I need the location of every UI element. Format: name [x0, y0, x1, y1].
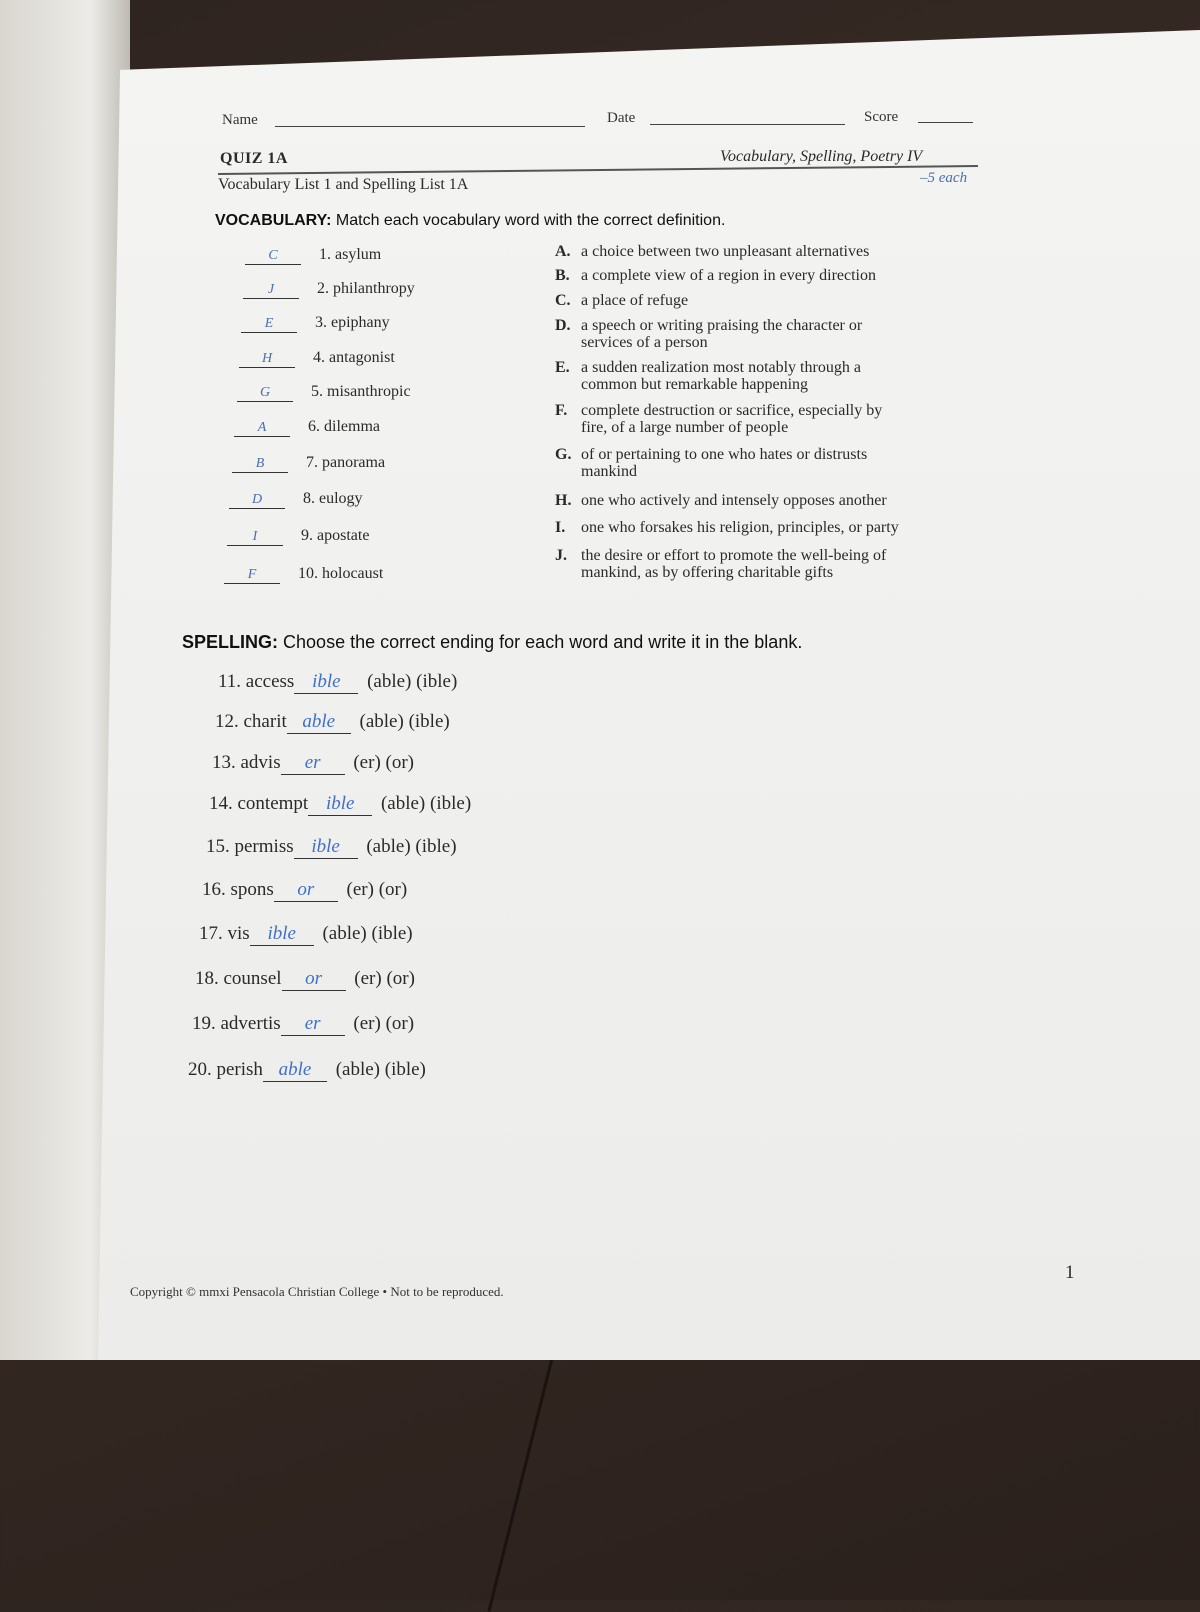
spelling-stem: permiss [234, 836, 294, 857]
spelling-stem: access [245, 671, 295, 692]
definition-text: a choice between two unpleasant alternatives [581, 243, 870, 260]
spelling-stem: charit [243, 711, 287, 732]
definition-text: the desire or effort to promote the well-being of [581, 547, 887, 564]
spelling-number: 16. [202, 879, 226, 900]
spelling-answer-blank[interactable]: ible [250, 923, 314, 946]
spelling-number: 20. [188, 1059, 212, 1080]
spelling-item [215, 711, 450, 734]
vocab-answer-blank[interactable]: D [229, 492, 285, 509]
vocab-number: 5. [311, 383, 323, 400]
spelling-options: (able) (ible) [366, 836, 457, 857]
spelling-answer-blank[interactable]: able [287, 711, 351, 734]
spelling-item [209, 793, 471, 816]
definition-text: one who forsakes his religion, principles, or party [581, 519, 899, 536]
vocab-answer-blank[interactable]: G [237, 385, 293, 402]
vocab-word: antagonist [329, 349, 395, 366]
vocab-item [227, 527, 369, 551]
spelling-options: (er) (or) [354, 968, 415, 989]
score-field[interactable] [918, 122, 973, 123]
course-title: Vocabulary, Spelling, Poetry IV [720, 148, 923, 165]
spelling-item [206, 836, 457, 859]
vocab-word: panorama [322, 454, 386, 471]
vocabulary-heading [215, 212, 725, 230]
definition-item [555, 492, 887, 509]
definition-text-continued: mankind, as by offering charitable gifts [581, 564, 834, 581]
vocab-answer-blank[interactable]: B [232, 456, 288, 473]
spelling-stem: vis [227, 923, 250, 944]
definition-text: one who actively and intensely opposes another [581, 492, 887, 509]
spelling-options: (able) (ible) [367, 671, 458, 692]
spelling-item [192, 1013, 414, 1036]
points-label: –5 each [920, 170, 968, 186]
spelling-stem: counsel [223, 968, 282, 989]
vocab-answer-blank[interactable]: I [227, 529, 283, 546]
spelling-answer-blank[interactable]: ible [294, 836, 358, 859]
spelling-stem: advertis [220, 1013, 281, 1034]
vocab-word: holocaust [322, 565, 384, 582]
spelling-stem: spons [230, 879, 274, 900]
definition-text-continued: services of a person [581, 334, 708, 351]
spelling-heading [182, 632, 802, 653]
spelling-number: 12. [215, 711, 239, 732]
copyright-notice: Copyright © mmxi Pensacola Christian College • Not to be reproduced. [130, 1284, 504, 1299]
vocab-item [232, 454, 385, 478]
vocab-word: misanthropic [327, 383, 411, 400]
definition-item [555, 359, 861, 393]
definition-item [555, 519, 899, 536]
definition-item [555, 317, 862, 351]
definition-text-continued: common but remarkable happening [581, 376, 809, 393]
definition-text: a place of refuge [581, 292, 689, 309]
vocabulary-heading-label: VOCABULARY: [215, 212, 332, 229]
spelling-instruction: Choose the correct ending for each word and write it in the blank. [283, 632, 803, 652]
spelling-number: 13. [212, 752, 236, 773]
vocab-answer-blank[interactable]: F [224, 567, 280, 584]
spelling-options: (able) (ible) [359, 711, 450, 732]
vocab-word: eulogy [319, 490, 363, 507]
name-field[interactable] [275, 126, 585, 127]
definition-letter: C. [555, 292, 571, 309]
vocab-item [234, 418, 380, 442]
page-number: 1 [1065, 1262, 1075, 1283]
vocab-word: philanthropy [333, 280, 415, 297]
definition-item [555, 402, 882, 436]
vocab-number: 10. [298, 565, 318, 582]
vocab-item [245, 246, 381, 270]
vocab-number: 1. [319, 246, 331, 263]
definition-text: a speech or writing praising the character or [581, 317, 863, 334]
spelling-answer-blank[interactable]: ible [294, 671, 358, 694]
name-label: Name [222, 112, 258, 128]
spelling-options: (er) (or) [346, 879, 408, 900]
spelling-number: 18. [195, 968, 219, 989]
vocab-item [243, 280, 415, 304]
definition-text-continued: mankind [581, 463, 637, 480]
spelling-answer-blank[interactable]: or [282, 968, 346, 991]
vocab-word: asylum [335, 246, 382, 263]
vocab-answer-blank[interactable]: E [241, 316, 297, 333]
vocab-number: 9. [301, 527, 313, 544]
vocab-number: 7. [306, 454, 318, 471]
spelling-stem: advis [240, 752, 281, 773]
definition-text: a complete view of a region in every direction [581, 267, 876, 284]
spelling-number: 11. [218, 671, 242, 692]
spelling-number: 15. [206, 836, 230, 857]
quiz-title: QUIZ 1A [220, 150, 288, 167]
spelling-options: (able) (ible) [380, 793, 472, 814]
definition-letter: J. [555, 547, 567, 564]
vocab-number: 6. [308, 418, 320, 435]
spelling-item [212, 752, 414, 775]
date-field[interactable] [650, 124, 845, 125]
definition-letter: G. [555, 446, 572, 463]
spelling-answer-blank[interactable]: er [281, 752, 345, 775]
spelling-item [195, 968, 415, 991]
definition-letter: A. [555, 243, 571, 260]
definition-letter: H. [555, 492, 572, 509]
spelling-options: (er) (or) [353, 1013, 415, 1034]
definition-item [555, 292, 688, 309]
definition-letter: F. [555, 402, 568, 419]
definition-letter: I. [555, 519, 566, 536]
vocab-word: apostate [317, 527, 370, 544]
spelling-number: 19. [192, 1013, 216, 1034]
vocab-number: 2. [317, 280, 329, 297]
vocab-answer-blank[interactable]: C [245, 248, 301, 265]
spelling-answer-blank[interactable]: er [281, 1013, 345, 1036]
vocab-word: epiphany [331, 314, 390, 331]
quiz-subtitle: Vocabulary List 1 and Spelling List 1A [218, 176, 469, 193]
definition-item [555, 446, 867, 480]
spelling-answer-blank[interactable]: or [274, 879, 338, 902]
spelling-heading-label: SPELLING: [182, 632, 279, 652]
spelling-answer-blank[interactable]: able [263, 1059, 327, 1082]
vocab-item [241, 314, 390, 338]
definition-text: of or pertaining to one who hates or distrusts [581, 446, 868, 463]
spelling-options: (er) (or) [353, 752, 415, 773]
vocab-item [224, 565, 383, 589]
spelling-item [188, 1059, 426, 1082]
vocab-answer-blank[interactable]: A [234, 420, 290, 437]
date-label: Date [607, 110, 636, 126]
definition-item [555, 243, 869, 260]
vocab-number: 3. [315, 314, 327, 331]
definition-text-continued: fire, of a large number of people [581, 419, 789, 436]
spelling-item [199, 923, 413, 946]
definition-letter: D. [555, 317, 571, 334]
definition-text: a sudden realization most notably through a [581, 359, 861, 376]
spelling-options: (able) (ible) [322, 923, 413, 944]
vocab-item [229, 490, 363, 514]
definition-text: complete destruction or sacrifice, especially by [581, 402, 883, 419]
vocab-word: dilemma [324, 418, 380, 435]
spelling-item [202, 879, 407, 902]
spelling-stem: perish [216, 1059, 263, 1080]
spelling-stem: contempt [237, 793, 309, 814]
vocab-number: 4. [313, 349, 325, 366]
definition-item [555, 267, 876, 284]
score-label: Score [864, 109, 899, 125]
definition-letter: E. [555, 359, 570, 376]
title-rule [218, 165, 978, 175]
vocab-number: 8. [303, 490, 315, 507]
vocab-item [239, 349, 395, 373]
vocab-answer-blank[interactable]: H [239, 351, 295, 368]
vocabulary-instruction: Match each vocabulary word with the correct definition. [335, 212, 726, 229]
spelling-number: 14. [209, 793, 233, 814]
spelling-item [218, 671, 457, 694]
vocab-item [237, 383, 411, 407]
vocab-answer-blank[interactable]: J [243, 282, 299, 299]
spelling-number: 17. [199, 923, 223, 944]
definition-item [555, 547, 886, 581]
spelling-options: (able) (ible) [335, 1059, 426, 1080]
definition-letter: B. [555, 267, 570, 284]
spelling-answer-blank[interactable]: ible [308, 793, 372, 816]
